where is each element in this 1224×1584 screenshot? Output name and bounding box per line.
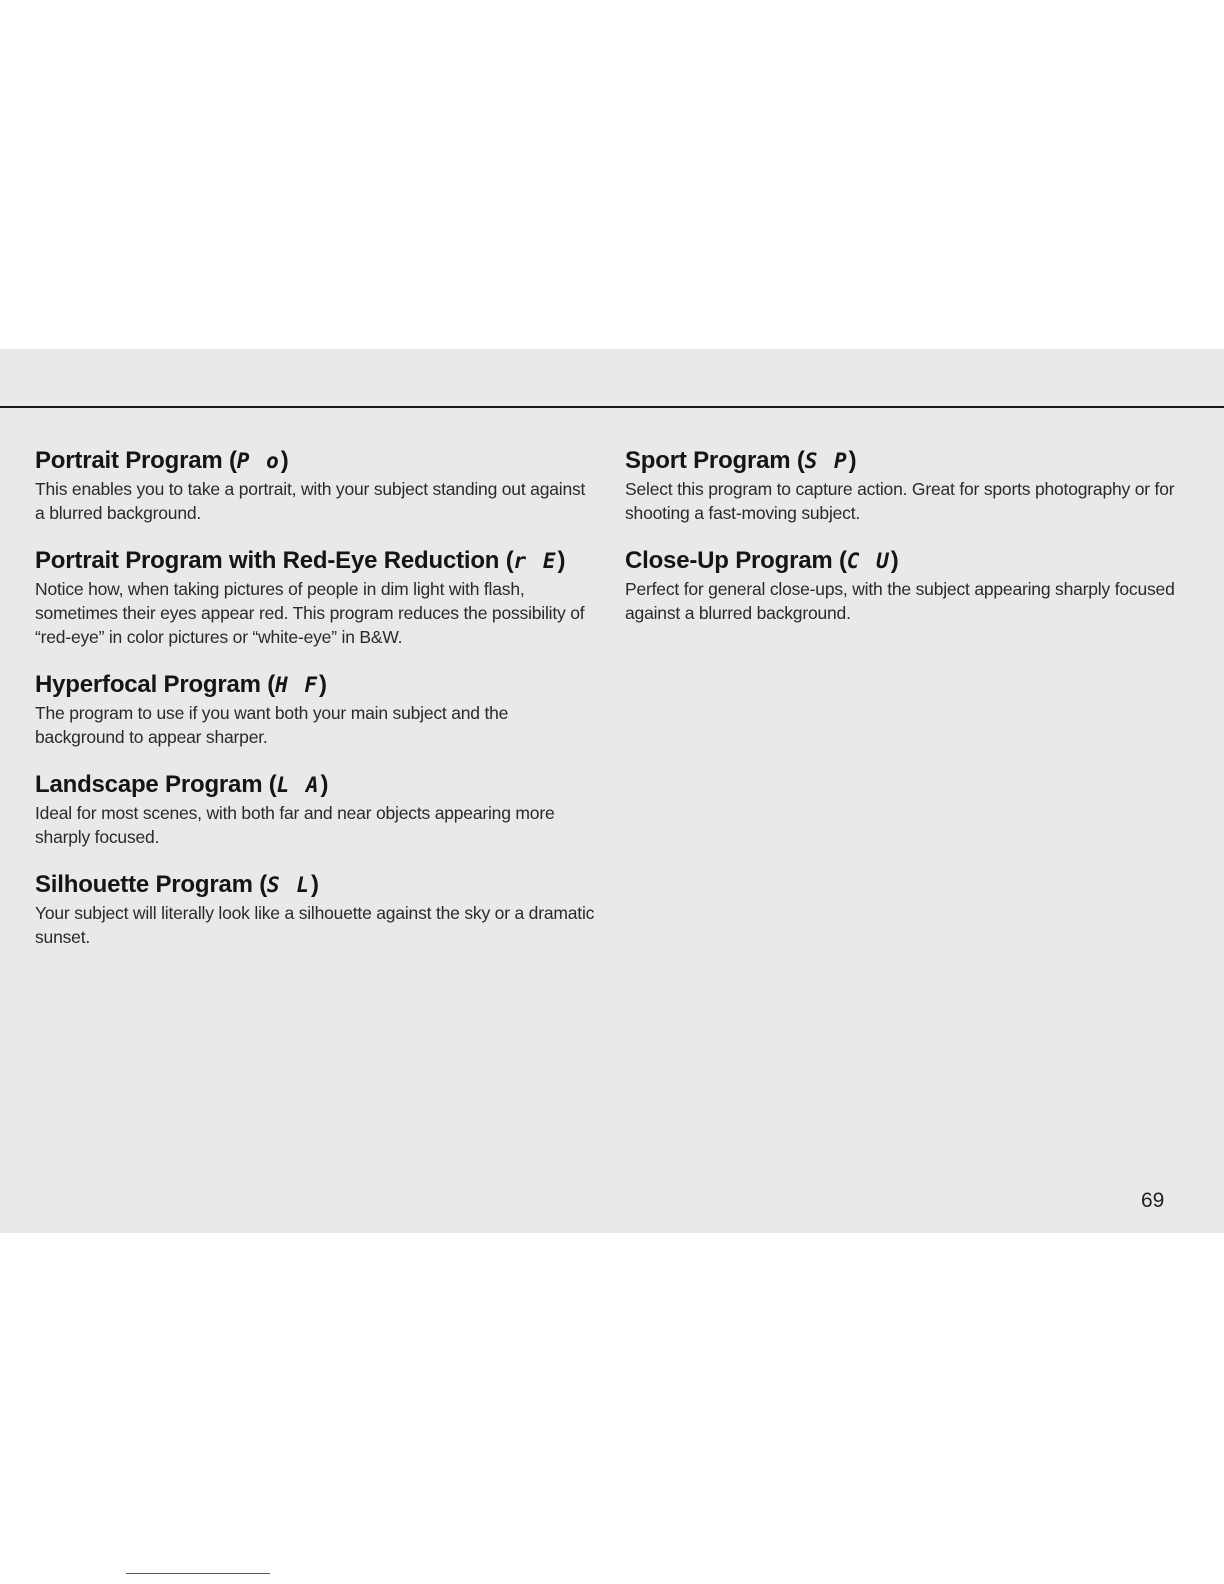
section-body: Select this program to capture action. Great for sports photography or for shooting a fast-moving subject.: [625, 479, 1175, 523]
mode-code: S P: [804, 449, 849, 473]
left-column: [35, 445, 595, 969]
section-heading: Portrait Program (P o): [35, 447, 289, 474]
mode-code: L A: [276, 773, 321, 797]
page-number: 69: [1141, 1189, 1165, 1212]
section-body: This enables you to take a portrait, with your subject standing out against a blurred background.: [35, 479, 586, 523]
section-body: Your subject will literally look like a silhouette against the sky or a dramatic sunset.: [35, 903, 595, 947]
mode-code: P o: [236, 449, 281, 473]
section-red-eye: [35, 545, 595, 649]
section-body: Ideal for most scenes, with both far and near objects appearing more sharply focused.: [35, 803, 555, 847]
section-sport: [625, 445, 1185, 525]
section-body: The program to use if you want both your main subject and the background to appear sharper.: [35, 703, 509, 747]
section-body: Perfect for general close-ups, with the subject appearing sharply focused against a blurred background.: [625, 579, 1175, 623]
section-close-up: [625, 545, 1185, 625]
section-title: Portrait Program: [35, 447, 223, 474]
section-heading: Close-Up Program (C U): [625, 547, 899, 574]
section-heading: Hyperfocal Program (H F): [35, 671, 327, 698]
section-landscape: [35, 769, 595, 849]
section-hyperfocal: [35, 669, 595, 749]
section-silhouette: [35, 869, 595, 949]
section-body: Notice how, when taking pictures of people in dim light with flash, sometimes their eyes appear red. This program reduces the possibility of “red-eye” in color pictures or “white-eye” in B&W.: [35, 579, 585, 647]
mode-code: r E: [513, 549, 558, 573]
section-heading: Silhouette Program (S L): [35, 871, 319, 898]
section-title: Hyperfocal Program: [35, 671, 261, 698]
section-title: Landscape Program: [35, 771, 263, 798]
section-heading: Portrait Program with Red-Eye Reduction (r E): [35, 547, 566, 574]
right-column: [625, 445, 1185, 645]
mode-code: S L: [267, 873, 311, 897]
section-heading: Landscape Program (L A): [35, 771, 329, 798]
mode-code: C U: [846, 549, 891, 573]
mode-code: H F: [275, 673, 320, 697]
section-heading: Sport Program (S P): [625, 447, 857, 474]
section-portrait: [35, 445, 595, 525]
footer-divider: [126, 1573, 270, 1574]
section-title: Close-Up Program: [625, 547, 833, 574]
section-title: Silhouette Program: [35, 871, 253, 898]
header-rule: [0, 406, 1224, 408]
section-title: Portrait Program with Red-Eye Reduction: [35, 547, 500, 574]
section-title: Sport Program: [625, 447, 791, 474]
